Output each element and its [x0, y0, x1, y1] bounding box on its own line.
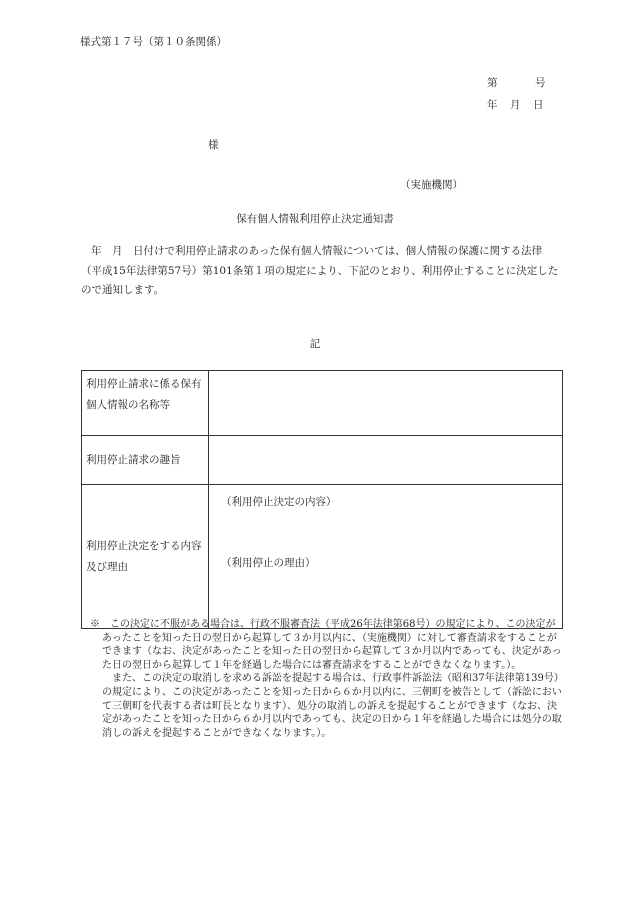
- date-day: 日: [533, 99, 544, 111]
- row-label-decision: 利用停止決定をする内容及び理由: [82, 485, 209, 629]
- row-value-request-purpose: [209, 436, 563, 485]
- table-row: [82, 436, 563, 485]
- document-number-suffix: 号: [535, 77, 546, 89]
- row-label-info-name: 利用停止請求に係る保有個人情報の名称等: [82, 371, 209, 436]
- document-number-prefix: 第: [487, 77, 498, 89]
- document-number: [487, 75, 546, 90]
- row-value-decision: [209, 485, 563, 629]
- addressee-suffix: 様: [208, 139, 219, 151]
- date-year: 年: [487, 99, 498, 111]
- document-date: [487, 97, 556, 112]
- issuer: （実施機関）: [400, 179, 463, 191]
- table-row: [82, 371, 563, 436]
- date-month: 月: [510, 99, 521, 111]
- details-table: [81, 370, 563, 629]
- table-row: [82, 485, 563, 629]
- note-lawsuit: また、この決定の取消しを求める訴訟を提起する場合は、行政事件訴訟法（昭和37年法律第139号）の規定により、この決定があったことを知った日から６か月以内に、三朝町を被告として（訴訟において三朝町を代表する者は町長となります）、処分の取消しの訴えを提起することができます（なお、決定があったことを知った日から６か月以内であっても、決定の日から１年を経過した場合には処分の取消しの訴えを提起することができなくなります。）。: [102, 673, 564, 739]
- notes: [90, 618, 565, 740]
- note-appeal: ※ この決定に不服がある場合は、行政不服審査法（平成26年法律第68号）の規定により、この決定があったことを知った日の翌日から起算して３か月以内に、（実施機関）に対して審査請求をすることができます（なお、決定があったことを知った日の翌日から起算して３か月以内であっても、決定があった日の翌日から起算して１年を経過した場合には審査請求をすることができなくなります。）。: [90, 619, 562, 671]
- decision-reason-label: （利用停止の理由）: [221, 557, 316, 569]
- ki-heading: 記: [309, 338, 321, 350]
- decision-content-label: （利用停止決定の内容）: [221, 496, 337, 508]
- row-value-info-name: [209, 371, 563, 436]
- body-text: 年 月 日付けで利用停止請求のあった保有個人情報については、個人情報の保護に関する法律（平成15年法律第57号）第101条第１項の規定により、下記のとおり、利用停止することに決定したので通知します。: [81, 245, 559, 296]
- form-number: 様式第１７号（第１０条関係）: [80, 36, 227, 48]
- document-title: 保有個人情報利用停止決定通知書: [236, 213, 394, 225]
- row-label-request-purpose: 利用停止請求の趣旨: [82, 436, 209, 485]
